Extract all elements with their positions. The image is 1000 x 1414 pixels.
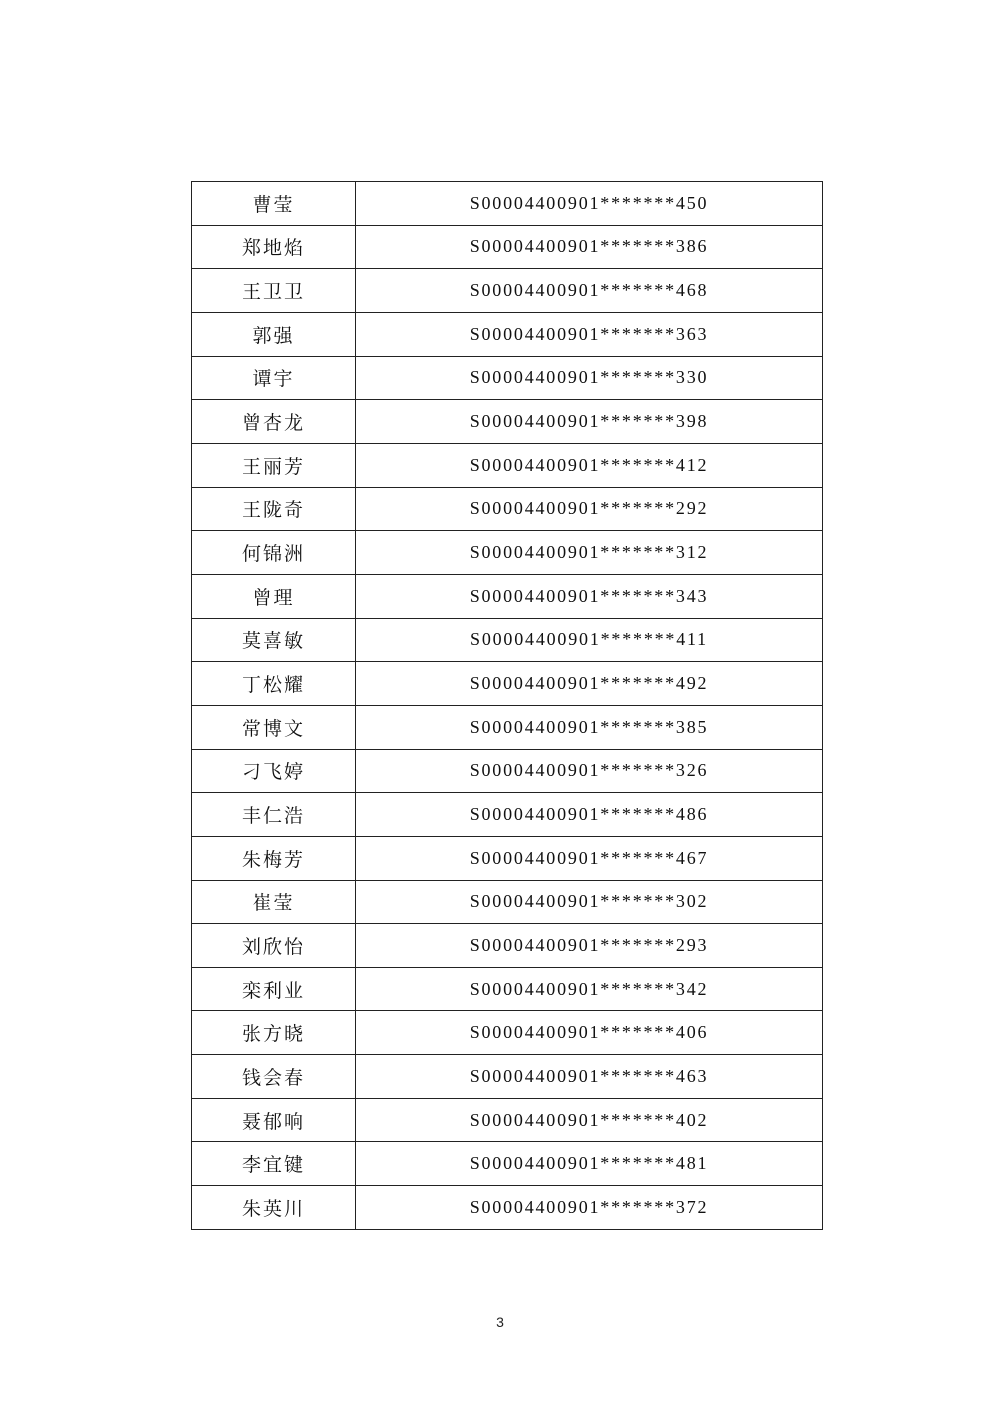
table-row	[192, 312, 823, 356]
table-row	[192, 1055, 823, 1099]
table-row	[192, 924, 823, 968]
certificate-number-cell: S00004400901*******398	[356, 400, 823, 444]
name-cell: 张方晓	[192, 1011, 356, 1055]
certificate-number-cell: S00004400901*******330	[356, 356, 823, 400]
certificate-number-cell: S00004400901*******385	[356, 705, 823, 749]
name-cell: 莫喜敏	[192, 618, 356, 662]
table-row	[192, 225, 823, 269]
certificate-number-cell: S00004400901*******467	[356, 836, 823, 880]
certificate-number-cell: S00004400901*******468	[356, 269, 823, 313]
table-row	[192, 1098, 823, 1142]
table-row	[192, 574, 823, 618]
table-row	[192, 749, 823, 793]
certificate-number-cell: S00004400901*******302	[356, 880, 823, 924]
name-cell: 王陇奇	[192, 487, 356, 531]
name-cell: 曹莹	[192, 182, 356, 226]
certificate-number-cell: S00004400901*******402	[356, 1098, 823, 1142]
certificate-number-cell: S00004400901*******372	[356, 1186, 823, 1230]
table-row	[192, 356, 823, 400]
table-row	[192, 836, 823, 880]
name-cell: 聂郁响	[192, 1098, 356, 1142]
certificate-table	[191, 181, 823, 1230]
table-row	[192, 487, 823, 531]
certificate-number-cell: S00004400901*******406	[356, 1011, 823, 1055]
name-cell: 栾利业	[192, 967, 356, 1011]
certificate-number-cell: S00004400901*******292	[356, 487, 823, 531]
table-row	[192, 269, 823, 313]
certificate-number-cell: S00004400901*******492	[356, 662, 823, 706]
table-row	[192, 443, 823, 487]
table-row	[192, 880, 823, 924]
certificate-number-cell: S00004400901*******342	[356, 967, 823, 1011]
name-cell: 丰仁浩	[192, 793, 356, 837]
certificate-number-cell: S00004400901*******463	[356, 1055, 823, 1099]
page-number: 3	[496, 1314, 504, 1330]
certificate-number-cell: S00004400901*******312	[356, 531, 823, 575]
table-row	[192, 662, 823, 706]
certificate-number-cell: S00004400901*******411	[356, 618, 823, 662]
table-row	[192, 1186, 823, 1230]
name-cell: 崔莹	[192, 880, 356, 924]
certificate-number-cell: S00004400901*******363	[356, 312, 823, 356]
certificate-number-cell: S00004400901*******450	[356, 182, 823, 226]
table-row	[192, 400, 823, 444]
name-cell: 刘欣怡	[192, 924, 356, 968]
certificate-number-cell: S00004400901*******412	[356, 443, 823, 487]
table-row	[192, 1011, 823, 1055]
name-cell: 丁松耀	[192, 662, 356, 706]
name-cell: 曾杏龙	[192, 400, 356, 444]
name-cell: 郭强	[192, 312, 356, 356]
name-cell: 朱英川	[192, 1186, 356, 1230]
name-cell: 何锦洲	[192, 531, 356, 575]
table-row	[192, 182, 823, 226]
certificate-number-cell: S00004400901*******386	[356, 225, 823, 269]
name-cell: 刁飞婷	[192, 749, 356, 793]
name-cell: 朱梅芳	[192, 836, 356, 880]
table-row	[192, 967, 823, 1011]
name-cell: 曾理	[192, 574, 356, 618]
certificate-number-cell: S00004400901*******343	[356, 574, 823, 618]
name-cell: 王卫卫	[192, 269, 356, 313]
name-cell: 谭宇	[192, 356, 356, 400]
certificate-number-cell: S00004400901*******293	[356, 924, 823, 968]
table-row	[192, 531, 823, 575]
name-cell: 常博文	[192, 705, 356, 749]
certificate-number-cell: S00004400901*******481	[356, 1142, 823, 1186]
table-row	[192, 793, 823, 837]
name-cell: 郑地焰	[192, 225, 356, 269]
table-row	[192, 705, 823, 749]
name-cell: 李宜键	[192, 1142, 356, 1186]
certificate-number-cell: S00004400901*******486	[356, 793, 823, 837]
certificate-table-body	[192, 182, 823, 1230]
name-cell: 钱会春	[192, 1055, 356, 1099]
table-row	[192, 1142, 823, 1186]
certificate-number-cell: S00004400901*******326	[356, 749, 823, 793]
name-cell: 王丽芳	[192, 443, 356, 487]
table-row	[192, 618, 823, 662]
